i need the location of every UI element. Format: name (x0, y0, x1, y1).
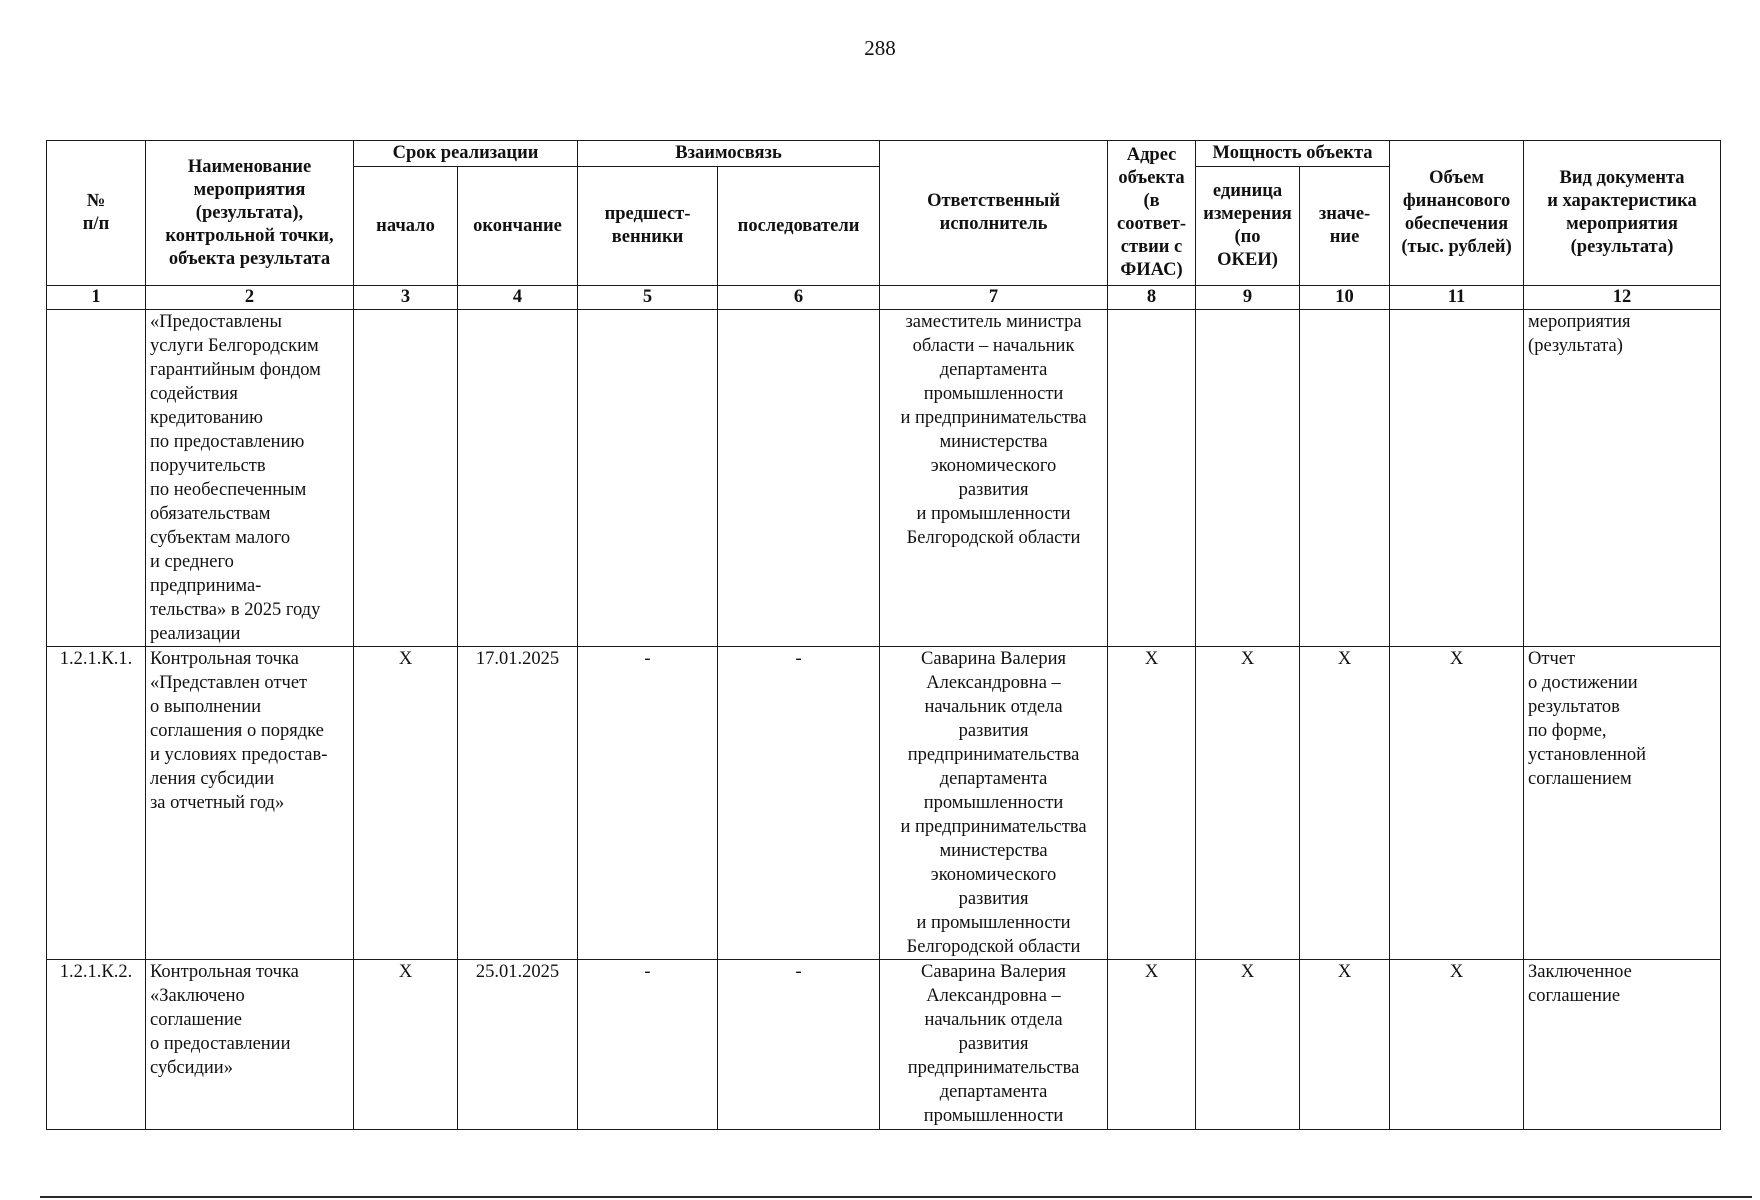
row-value: Х (1300, 960, 1390, 1130)
row-unit (1196, 310, 1300, 647)
col-number: 12 (1524, 286, 1721, 310)
page-number: 288 (864, 36, 896, 60)
row-unit: Х (1196, 647, 1300, 960)
col-number: 1 (47, 286, 146, 310)
row-responsible: Саварина Валерия Александровна – начальник отдела развития предпринимательства департамента промышленности и предпринимательства министерства экономического развития и промышленности Белгородской области (880, 647, 1108, 960)
bottom-rule (40, 1196, 1752, 1198)
col-number: 2 (146, 286, 354, 310)
row-num (47, 310, 146, 647)
row-address: Х (1108, 647, 1196, 960)
row-finance: Х (1390, 960, 1524, 1130)
table-row (47, 647, 1721, 960)
row-name: «Предоставлены услуги Белгородским гарантийным фондом содействия кредитованию по предоставлению поручительств по необеспеченным обязательствам субъектам малого и среднего предпринима- тельства» в 2025 году реализации (146, 310, 354, 647)
row-name: Контрольная точка «Представлен отчет о выполнении соглашения о порядке и условиях предостав- ления субсидии за отчетный год» (146, 647, 354, 960)
col-number: 3 (354, 286, 458, 310)
row-address: Х (1108, 960, 1196, 1130)
header-doc: Вид документа и характеристика мероприятия (результата) (1524, 141, 1721, 286)
col-number: 11 (1390, 286, 1524, 310)
header-capacity-unit: единица измерения (по ОКЕИ) (1196, 167, 1300, 286)
header-link-pred: предшест- венники (578, 167, 718, 286)
header-term-end: окончание (458, 167, 578, 286)
row-predecessors (578, 310, 718, 647)
header-finance: Объем финансового обеспечения (тыс. рублей) (1390, 141, 1524, 286)
row-predecessors: - (578, 960, 718, 1130)
row-end: 17.01.2025 (458, 647, 578, 960)
row-successors (718, 310, 880, 647)
row-num: 1.2.1.К.1. (47, 647, 146, 960)
header-responsible: Ответственный исполнитель (880, 141, 1108, 286)
header-term: Срок реализации (354, 141, 578, 167)
col-number: 5 (578, 286, 718, 310)
row-name: Контрольная точка «Заключено соглашение о предоставлении субсидии» (146, 960, 354, 1130)
row-successors: - (718, 647, 880, 960)
header-term-start: начало (354, 167, 458, 286)
row-end (458, 310, 578, 647)
header-capacity: Мощность объекта (1196, 141, 1390, 167)
row-unit: Х (1196, 960, 1300, 1130)
table-row (47, 960, 1721, 1130)
row-doc: Заключенное соглашение (1524, 960, 1721, 1130)
col-number: 10 (1300, 286, 1390, 310)
row-start: Х (354, 960, 458, 1130)
header-link-succ: последователи (718, 167, 880, 286)
col-number: 8 (1108, 286, 1196, 310)
header-link: Взаимосвязь (578, 141, 880, 167)
col-number: 6 (718, 286, 880, 310)
table-row (47, 310, 1721, 647)
col-number: 4 (458, 286, 578, 310)
row-responsible: Саварина Валерия Александровна – начальник отдела развития предпринимательства департамента промышленности (880, 960, 1108, 1130)
row-finance: Х (1390, 647, 1524, 960)
row-value: Х (1300, 647, 1390, 960)
col-number: 7 (880, 286, 1108, 310)
header-num: № п/п (47, 141, 146, 286)
row-doc: Отчет о достижении результатов по форме, установленной соглашением (1524, 647, 1721, 960)
row-start: Х (354, 647, 458, 960)
row-finance (1390, 310, 1524, 647)
row-doc: мероприятия (результата) (1524, 310, 1721, 647)
row-num: 1.2.1.К.2. (47, 960, 146, 1130)
row-value (1300, 310, 1390, 647)
col-number: 9 (1196, 286, 1300, 310)
row-start (354, 310, 458, 647)
row-end: 25.01.2025 (458, 960, 578, 1130)
header-address: Адрес объекта (в соответ- ствии с ФИАС) (1108, 141, 1196, 286)
header-capacity-value: значе- ние (1300, 167, 1390, 286)
row-address (1108, 310, 1196, 647)
column-number-row (47, 286, 1721, 310)
header-name: Наименование мероприятия (результата), контрольной точки, объекта результата (146, 141, 354, 286)
row-responsible: заместитель министра области – начальник департамента промышленности и предпринимательства министерства экономического развития и промышленности Белгородской области (880, 310, 1108, 647)
row-predecessors: - (578, 647, 718, 960)
activities-table (46, 140, 1721, 1130)
row-successors: - (718, 960, 880, 1130)
